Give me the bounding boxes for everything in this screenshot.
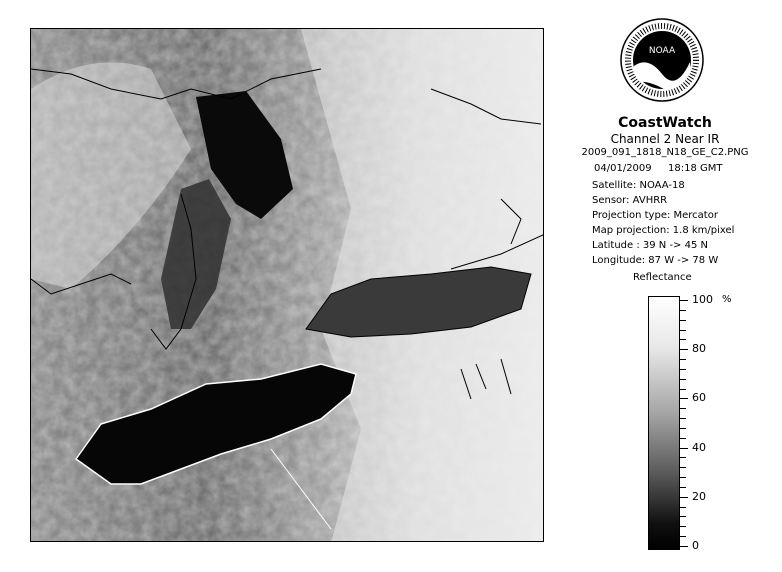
- colorbar-tick-label: 40: [692, 441, 706, 454]
- colorbar-title: Reflectance: [633, 272, 692, 283]
- colorbar-minor-tick: [680, 320, 686, 321]
- projection-type-text: Projection type: Mercator: [592, 210, 718, 221]
- colorbar-major-tick: [680, 497, 688, 498]
- colorbar: [648, 296, 680, 550]
- colorbar-minor-tick: [680, 339, 686, 340]
- colorbar-tick-label: 20: [692, 490, 706, 503]
- colorbar-minor-tick: [680, 330, 686, 331]
- colorbar-tick-label: 60: [692, 391, 706, 404]
- colorbar-minor-tick: [680, 457, 686, 458]
- colorbar-minor-tick: [680, 516, 686, 517]
- page-title: CoastWatch: [618, 115, 712, 131]
- colorbar-minor-tick: [680, 536, 686, 537]
- colorbar-major-tick: [680, 398, 688, 399]
- date-text: 04/01/2009: [594, 163, 652, 174]
- map-projection-text: Map projection: 1.8 km/pixel: [592, 225, 735, 236]
- datetime-row: [594, 163, 723, 174]
- satellite-text: Satellite: NOAA-18: [592, 180, 685, 191]
- sensor-text: Sensor: AVHRR: [592, 195, 668, 206]
- colorbar-minor-tick: [680, 418, 686, 419]
- satellite-image-svg: [31, 29, 544, 542]
- noaa-logo-icon: [620, 18, 704, 102]
- colorbar-tick-label: 80: [692, 342, 706, 355]
- colorbar-minor-tick: [680, 369, 686, 370]
- colorbar-major-tick: [680, 546, 688, 547]
- colorbar-unit: %: [722, 294, 732, 305]
- colorbar-minor-tick: [680, 438, 686, 439]
- colorbar-major-tick: [680, 349, 688, 350]
- colorbar-tick-label: 100: [692, 293, 713, 306]
- satellite-image: [30, 28, 544, 542]
- filename: 2009_091_1818_N18_GE_C2.PNG: [581, 147, 749, 158]
- noaa-logo-text: NOAA: [648, 46, 676, 56]
- colorbar-minor-tick: [680, 408, 686, 409]
- colorbar-minor-tick: [680, 487, 686, 488]
- channel-subtitle: Channel 2 Near IR: [610, 132, 720, 146]
- colorbar-minor-tick: [680, 477, 686, 478]
- colorbar-tick-label: 0: [692, 539, 699, 552]
- longitude-text: Longitude: 87 W -> 78 W: [592, 255, 719, 266]
- colorbar-minor-tick: [680, 389, 686, 390]
- colorbar-major-tick: [680, 448, 688, 449]
- colorbar-minor-tick: [680, 526, 686, 527]
- colorbar-minor-tick: [680, 507, 686, 508]
- latitude-text: Latitude : 39 N -> 45 N: [592, 240, 708, 251]
- colorbar-minor-tick: [680, 467, 686, 468]
- colorbar-minor-tick: [680, 428, 686, 429]
- colorbar-major-tick: [680, 300, 688, 301]
- time-text: 18:18 GMT: [668, 163, 723, 174]
- colorbar-minor-tick: [680, 379, 686, 380]
- colorbar-minor-tick: [680, 359, 686, 360]
- colorbar-minor-tick: [680, 310, 686, 311]
